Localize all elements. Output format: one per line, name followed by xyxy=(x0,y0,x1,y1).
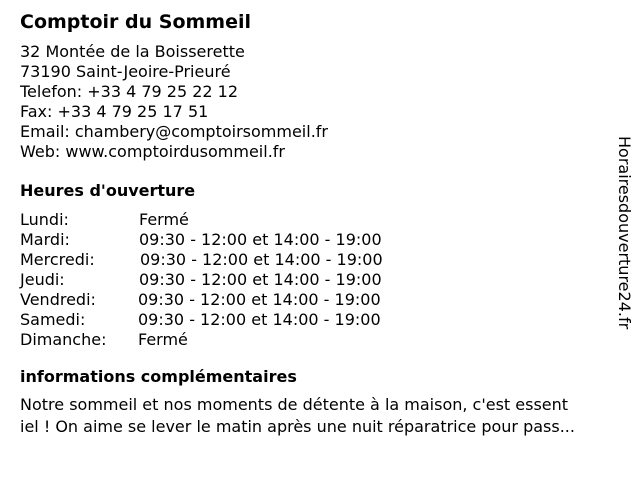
hours-time: Fermé xyxy=(139,210,189,229)
address-street: 32 Montée de la Boisserette xyxy=(20,42,245,61)
website-url: Web: www.comptoirdusommeil.fr xyxy=(20,142,285,161)
hours-time: 09:30 - 12:00 et 14:00 - 19:00 xyxy=(138,290,381,309)
hours-table xyxy=(20,210,620,350)
hours-day: Dimanche: xyxy=(20,330,107,349)
hours-day: Vendredi: xyxy=(20,290,96,309)
hours-row-samedi xyxy=(20,310,620,330)
hours-day: Mercredi: xyxy=(20,250,95,269)
business-name: Comptoir du Sommeil xyxy=(20,11,252,33)
info-title: informations complémentaires xyxy=(20,367,297,386)
hours-time: 09:30 - 12:00 et 14:00 - 19:00 xyxy=(138,310,381,329)
hours-row-jeudi xyxy=(20,270,620,290)
hours-row-dimanche xyxy=(20,330,620,350)
hours-row-mercredi xyxy=(20,250,620,270)
hours-title: Heures d'ouverture xyxy=(20,181,196,200)
hours-day: Jeudi: xyxy=(20,270,65,289)
hours-time: 09:30 - 12:00 et 14:00 - 19:00 xyxy=(140,250,383,269)
hours-time: 09:30 - 12:00 et 14:00 - 19:00 xyxy=(139,270,382,289)
address-city: 73190 Saint-Jeoire-Prieuré xyxy=(20,62,231,81)
watermark-text: Horairesdouverture24.fr xyxy=(615,136,634,330)
business-card xyxy=(20,10,620,438)
info-line: Notre sommeil et nos moments de détente à la maison, c'est essent xyxy=(20,395,569,414)
hours-day: Samedi: xyxy=(20,310,86,329)
info-line: iel ! On aime se lever le matin après une nuit réparatrice pour pass... xyxy=(20,417,575,436)
hours-day: Lundi: xyxy=(20,210,69,229)
hours-time: 09:30 - 12:00 et 14:00 - 19:00 xyxy=(139,230,382,249)
phone-number: Telefon: +33 4 79 25 22 12 xyxy=(20,82,239,101)
email-address: Email: chambery@comptoirsommeil.fr xyxy=(20,122,328,141)
hours-row-mardi xyxy=(20,230,620,250)
contact-block xyxy=(20,42,620,162)
hours-row-lundi xyxy=(20,210,620,230)
hours-row-vendredi xyxy=(20,290,620,310)
info-description xyxy=(20,394,625,438)
fax-number: Fax: +33 4 79 25 17 51 xyxy=(20,102,209,121)
hours-time: Fermé xyxy=(138,330,188,349)
hours-day: Mardi: xyxy=(20,230,70,249)
